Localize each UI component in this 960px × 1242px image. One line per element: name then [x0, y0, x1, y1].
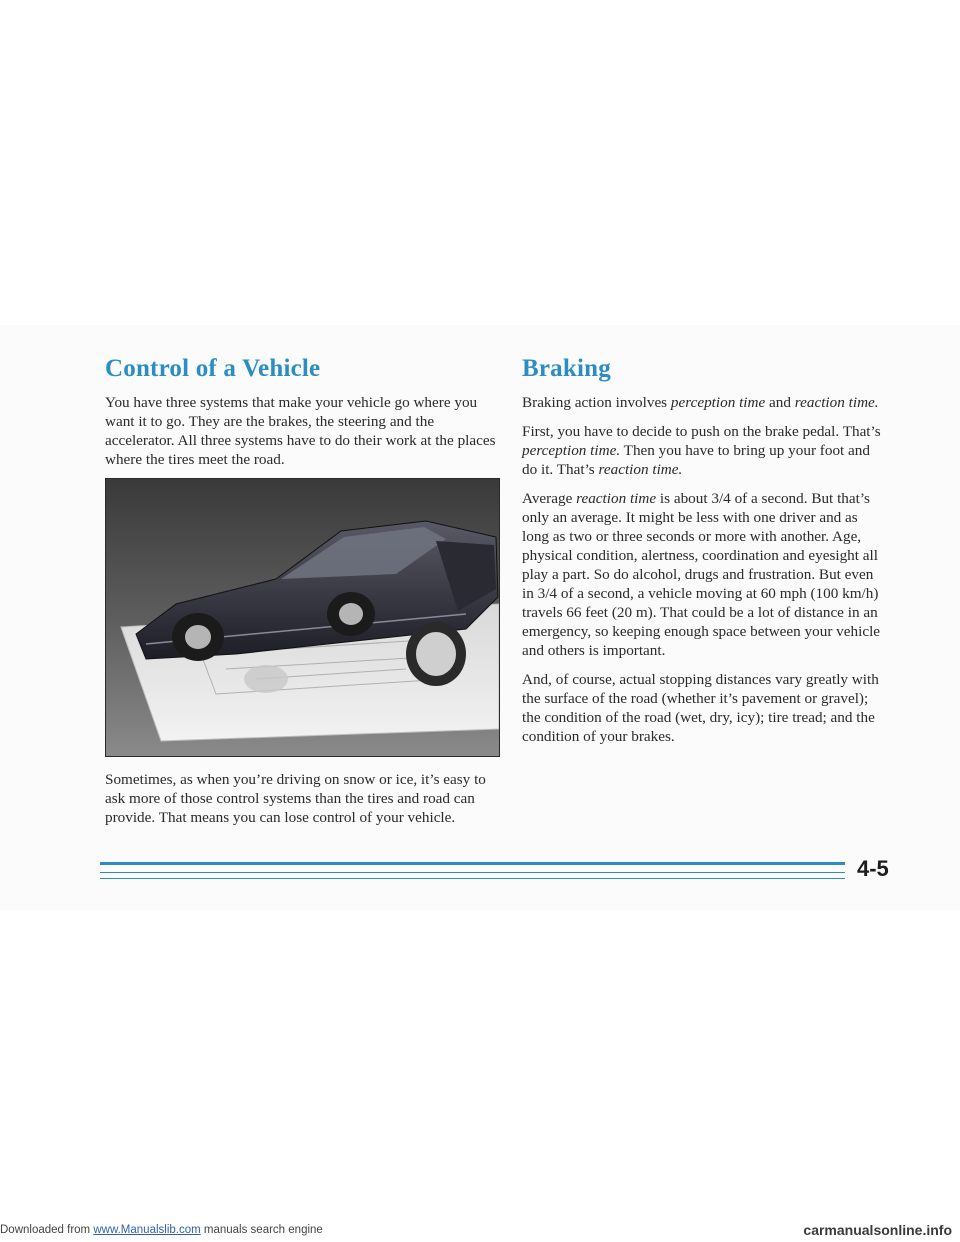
text-run: Braking action involves	[522, 394, 671, 411]
manualslib-link[interactable]: www.Manualslib.com	[93, 1224, 201, 1236]
download-footer	[0, 1224, 323, 1236]
car-illustration	[105, 478, 500, 757]
braking-paragraph-2	[522, 422, 887, 479]
footer-suffix: manuals search engine	[200, 1224, 323, 1236]
term-perception-time: perception time	[670, 394, 766, 411]
braking-paragraph-4: And, of course, actual stopping distances vary greatly with the surface of the road (whether it’s pavement or gravel); the condition of the road (wet, dry, icy); tire tread; and the condition of your brakes.	[522, 671, 879, 745]
braking-paragraph-1	[522, 393, 887, 412]
term-perception-time: perception time.	[522, 442, 621, 459]
braking-paragraph-3	[522, 489, 887, 660]
right-column	[522, 355, 887, 756]
control-paragraph-2: Sometimes, as when you’re driving on snow or ice, it’s easy to ask more of those control systems than the tires and road can provide. That means you can lose control of your vehicle.	[105, 771, 486, 826]
footer-prefix: Downloaded from	[0, 1224, 94, 1236]
page-number: 4-5	[857, 856, 889, 881]
watermark: carmanualsonline.info	[803, 1222, 952, 1238]
term-reaction-time: reaction time	[576, 490, 657, 507]
section-heading-control: Control of a Vehicle	[105, 355, 321, 382]
left-column	[105, 355, 505, 479]
text-run: is about 3/4 of a second. But that’s only an average. It might be less with one driver and as long as two or three seconds or more with another. Age, physical condition, alertness, coordination and eyesight all play a part. So do alcohol, drugs and frustration. But even in 3/4 of a second, a vehicle moving at 60 mph (100 km/h) travels 66 feet (20 m). That could be a lot of distance in an emergency, so keeping enough space between your vehicle and others is important.	[522, 490, 881, 659]
car-on-surface-image	[106, 479, 499, 756]
footer-rule-thin-2	[100, 878, 845, 879]
left-column-bottom	[105, 770, 505, 837]
text-run: First, you have to decide to push on the brake pedal. That’s	[522, 423, 881, 440]
text-run: Then you have to bring up your foot and do it. That’s	[522, 442, 870, 478]
term-reaction-time: reaction time.	[598, 461, 683, 478]
control-paragraph-1: You have three systems that make your vehicle go where you want it to go. They are the brakes, the steering and the accelerator. All three systems have to do their work at the places where the tires meet the road.	[105, 394, 496, 468]
text-run: and	[765, 394, 795, 411]
term-reaction-time: reaction time.	[794, 394, 879, 411]
section-heading-braking: Braking	[522, 355, 611, 382]
footer-rule-thin	[100, 872, 845, 873]
footer-rule-thick	[100, 862, 845, 865]
text-run: Average	[522, 490, 577, 507]
